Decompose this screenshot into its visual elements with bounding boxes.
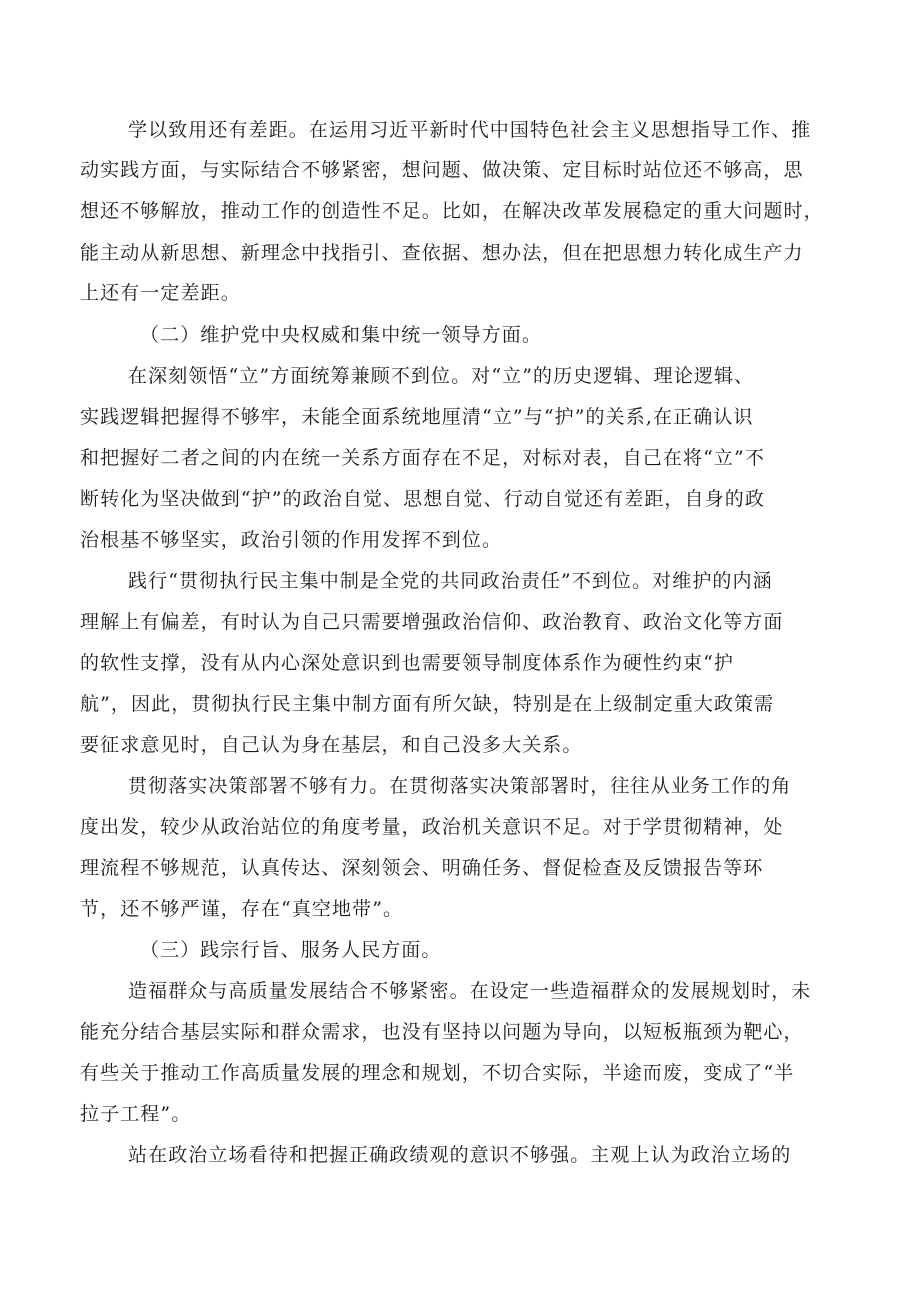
text-line: 度出发，较少从政治站位的角度考量，政治机关意识不足。对于学贯彻精神，处 bbox=[80, 816, 784, 838]
text-line: 想还不够解放，推动工作的创造性不足。比如，在解决改革发展稳定的重大问题时， bbox=[80, 200, 824, 222]
text-line: 站在政治立场看待和把握正确政绩观的意识不够强。主观上认为政治立场的 bbox=[128, 1144, 792, 1166]
text-line: 学以致用还有差距。在运用习近平新时代中国特色社会主义思想指导工作、推 bbox=[128, 119, 812, 141]
text-line: 践行“贯彻执行民主集中制是全党的共同政治责任”不到位。对维护的内涵 bbox=[128, 570, 773, 592]
text-line: 能充分结合基层实际和群众需求，也没有坚持以问题为导向，以短板瓶颈为靶心， bbox=[80, 1021, 804, 1043]
text-line: 在深刻领悟“立”方面统筹兼顾不到位。对“立”的历史逻辑、理论逻辑、 bbox=[128, 365, 755, 387]
text-line: 断转化为坚决做到“护”的政治自觉、思想自觉、行动自觉还有差距，自身的政 bbox=[80, 488, 765, 510]
text-line: 的软性支撑，没有从内心深处意识到也需要领导制度体系作为硬性约束“护 bbox=[80, 652, 735, 674]
text-line: 和把握好二者之间的内在统一关系方面存在不足，对标对表，自己在将“立”不 bbox=[80, 447, 765, 469]
section-heading: （二）维护党中央权威和集中统一领导方面。 bbox=[140, 324, 543, 346]
text-line: 拉子工程”。 bbox=[80, 1103, 192, 1125]
text-line: 上还有一定差距。 bbox=[80, 282, 241, 304]
text-line: 治根基不够坚实，政治引领的作用发挥不到位。 bbox=[80, 529, 503, 551]
text-line: 要征求意见时，自己认为身在基层，和自己没多大关系。 bbox=[80, 734, 583, 756]
text-line: 能主动从新思想、新理念中找指引、查依据、想办法，但在把思想力转化成生产力 bbox=[80, 242, 804, 264]
text-line: 理流程不够规范，认真传达、深刻领会、明确任务、督促检查及反馈报告等环 bbox=[80, 857, 764, 879]
text-line: 贯彻落实决策部署不够有力。在贯彻落实决策部署时，往往从业务工作的角 bbox=[128, 775, 792, 797]
text-line: 节，还不够严谨，存在“真空地带”。 bbox=[80, 898, 404, 920]
text-line: 理解上有偏差，有时认为自己只需要增强政治信仰、政治教育、政治文化等方面 bbox=[80, 611, 784, 633]
text-line: 动实践方面，与实际结合不够紧密，想问题、做决策、定目标时站位还不够高，思 bbox=[80, 159, 804, 181]
section-heading: （三）践宗行旨、服务人民方面。 bbox=[140, 939, 442, 961]
text-line: 造福群众与高质量发展结合不够紧密。在设定一些造福群众的发展规划时，未 bbox=[128, 980, 812, 1002]
text-line: 实践逻辑把握得不够牢，未能全面系统地厘清“立”与“护”的关系,在正确认识 bbox=[80, 406, 754, 428]
text-line: 有些关于推动工作高质量发展的理念和规划，不切合实际，半途而废，变成了“半 bbox=[80, 1062, 795, 1084]
text-line: 航”，因此，贯彻执行民主集中制方面有所欠缺，特别是在上级制定重大政策需 bbox=[80, 693, 775, 715]
